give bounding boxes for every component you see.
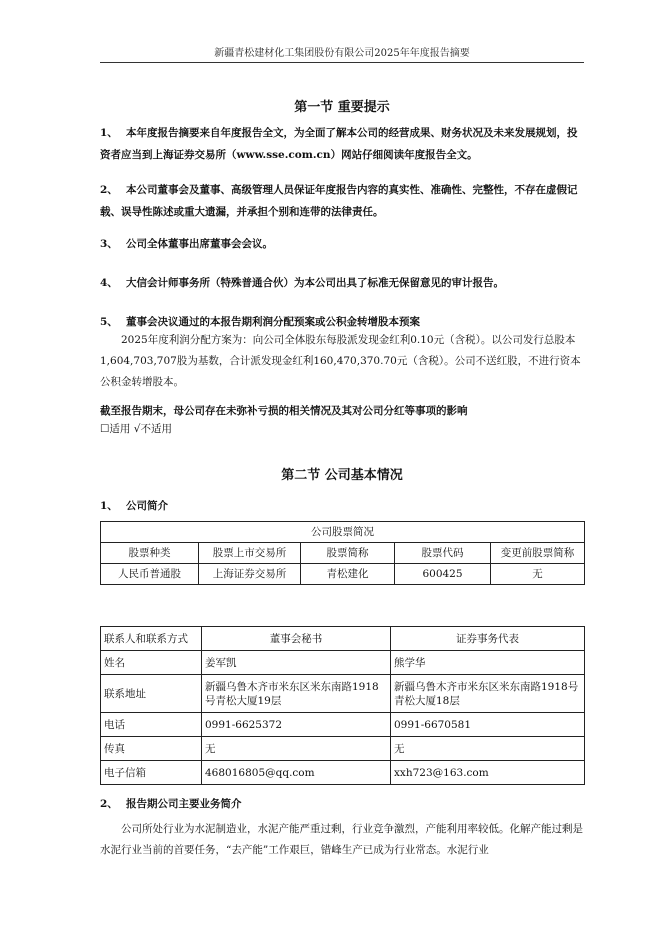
notice-item-1-num: 1、 [100,127,118,139]
business-overview-paragraph: 公司所处行业为水泥制造业，水泥产能严重过剩，行业竞争激烈，产能利用率较低。化解产能过剩是水泥行业当前的首要任务，“去产能”工作艰巨，错峰生产已成为行业常态。水泥行业 [100,823,583,856]
contact-rep-address: 新疆乌鲁木齐市米东区米东南路1918号青松大厦18层 [391,675,585,713]
notice-item-1 [100,122,584,166]
notice-item-2-num: 2、 [100,184,118,196]
contact-rep-email: xxh723@163.com [391,761,585,785]
stock-cell-type: 人民币普通股 [101,564,199,585]
contact-header-secretary: 董事会秘书 [202,627,391,651]
contact-label-fax: 传真 [101,737,202,761]
business-heading-num: 2、 [100,798,118,810]
stock-table-caption: 公司股票简况 [101,522,585,543]
notice-item-4-num: 4、 [100,277,118,289]
contact-rep-name: 熊学华 [391,651,585,675]
company-profile-num: 1、 [100,500,118,512]
notice-item-4-text: 大信会计师事务所（特殊普通合伙）为本公司出具了标准无保留意见的审计报告。 [126,277,504,289]
contact-label-phone: 电话 [101,713,202,737]
notice-item-3 [100,233,584,255]
notice-item-5-text: 董事会决议通过的本报告期利润分配预案或公积金转增股本预案 [126,316,420,328]
stock-header-code: 股票代码 [395,543,491,564]
contact-secretary-address: 新疆乌鲁木齐市米东区米东南路1918号青松大厦19层 [202,675,391,713]
stock-cell-code: 600425 [395,564,491,585]
company-profile-text: 公司简介 [126,500,168,512]
business-heading [100,793,584,815]
section1-title: 第一节 重要提示 [294,100,390,115]
stock-header-type: 股票种类 [101,543,199,564]
notice-item-1-text: 本年度报告摘要来自年度报告全文，为全面了解本公司的经营成果、财务状况及未来发展规划，投资者应当到上海证券交易所（www.sse.com.cn）网站仔细阅读年度报告全文。 [100,127,578,161]
contact-header-rep: 证券事务代表 [391,627,585,651]
notice-item-3-text: 公司全体董事出席董事会会议。 [126,238,273,250]
company-profile-heading [100,495,584,517]
contact-label-email: 电子信箱 [101,761,202,785]
stock-header-abbr: 股票简称 [301,543,395,564]
header-rule [100,62,584,63]
notice-item-2 [100,179,584,223]
contact-rep-phone: 0991-6670581 [391,713,585,737]
stock-cell-abbr: 青松建化 [301,564,395,585]
notice-item-2-text: 本公司董事会及董事、高级管理人员保证年度报告内容的真实性、准确性、完整性，不存在虚假记载、误导性陈述或重大遗漏，并承担个别和连带的法律责任。 [100,184,578,218]
contact-secretary-phone: 0991-6625372 [202,713,391,737]
contact-label-name: 姓名 [101,651,202,675]
stock-info-table [100,521,585,585]
stock-header-former-abbr: 变更前股票简称 [491,543,585,564]
contact-label-address: 联系地址 [101,675,202,713]
notice-item-5-num: 5、 [100,316,118,328]
contact-secretary-fax: 无 [202,737,391,761]
page-header: 新疆青松建材化工集团股份有限公司2025年年度报告摘要 [214,48,470,59]
contact-secretary-email: 468016805@qq.com [202,761,391,785]
notice-item-3-num: 3、 [100,238,118,250]
applicable-checkbox-status: ☐适用 √不适用 [100,423,172,435]
stock-cell-exchange: 上海证券交易所 [199,564,301,585]
contact-rep-fax: 无 [391,737,585,761]
stock-header-exchange: 股票上市交易所 [199,543,301,564]
profit-distribution-plan: 2025年度利润分配方案为：向公司全体股东每股派发现金红利0.10元（含税）。以公司发行总股本1,604,703,707股为基数，合计派发现金红利160,470,370.70元（含税）。公司不送红股，不进行资本公积金转增股本。 [100,334,581,388]
business-heading-text: 报告期公司主要业务简介 [126,798,242,810]
stock-cell-former-abbr: 无 [491,564,585,585]
notice-item-4 [100,272,584,294]
contact-header-label: 联系人和联系方式 [101,627,202,651]
contact-secretary-name: 姜军凯 [202,651,391,675]
section2-title: 第二节 公司基本情况 [281,468,403,483]
loss-heading: 截至报告期末，母公司存在未弥补亏损的相关情况及其对公司分红等事项的影响 [100,405,468,417]
contact-info-table [100,626,585,785]
